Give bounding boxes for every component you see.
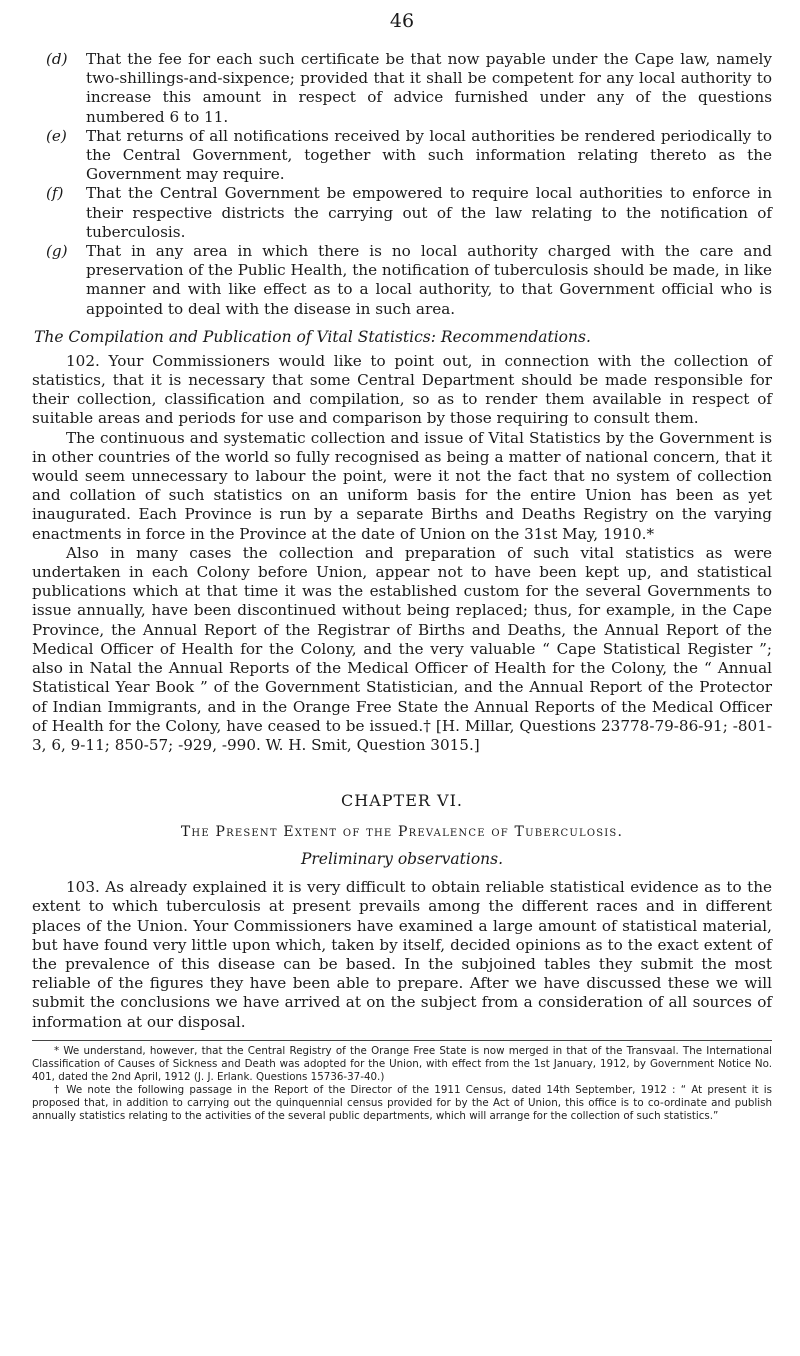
list-marker: (e) — [46, 126, 67, 145]
chapter-title: The Present Extent of the Prevalence of Tuberculosis. — [180, 824, 624, 841]
page-number: 46 — [389, 10, 415, 32]
list-item — [32, 50, 772, 127]
list-item — [32, 184, 772, 242]
list-marker: (g) — [46, 242, 68, 261]
section-heading: The Compilation and Publication of Vital Statistics: Recommendations. — [34, 327, 591, 346]
list-item — [32, 127, 772, 185]
list-marker: (f) — [46, 184, 64, 203]
paragraph: 103. As already explained it is very difficult to obtain reliable statistical evidence as to the extent to which tuberculosis at present prevails among the different races and in different places of the Union. Your Commissioners have examined a large amount of statistical material, but have found very little upon which, taken by itself, decided opinions as to the exact extent of the prevalence of this disease can be based. In the subjoined tables they submit the most reliable of the figures they have been able to prepare. After we have discussed these we will submit the conclusions we have arrived at on the subject from a consideration of all sources of information at our disposal. — [32, 878, 772, 1031]
footnote: † We note the following passage in the Report of the Director of the 1911 Census, dated 14th September, 1912 : “ At present it is proposed that, in addition to carrying out the quinquennial census provided for by the Act of Union, this office is to co-ordinate and publish annually statistics relating to the activities of the several public departments, which will arrange for the collection of such statistics.” — [32, 1083, 772, 1122]
list-marker: (d) — [46, 50, 68, 68]
paragraph: Also in many cases the collection and preparation of such vital statistics as were undertaken in each Colony before Union, appear not to have been kept up, and statistical publications which at that time it was the established custom for the several Governments to issue annually, have been discontinued without being replaced; thus, for example, in the Cape Province, the Annual Report of the Registrar of Births and Deaths, the Annual Report of the Medical Officer of Health for the Colony, and the very valuable “ Cape Statistical Register ”; also in Natal the Annual Reports of the Medical Officer of Health for the Colony, the “ Annual Statistical Year Book ” of the Government Statistician, and the Annual Report of the Protector of Indian Immigrants, and in the Orange Free State the Annual Reports of the Medical Officer of Health for the Colony, have ceased to be issued.† [H. Millar, Questions 23778-79-86-91; -801-3, 6, 9-11; 850-57; -929, -990. W. H. Smit, Question 3015.] — [32, 543, 772, 754]
list-item — [32, 242, 772, 319]
list-text: That the Central Government be empowered to require local authorities to enforce in their respective districts the carrying out of the law relating to the notification of tuberculosis. — [86, 184, 772, 241]
list-text: That the fee for each such certificate be that now payable under the Cape law, namely two-shillings-and-sixpence; provided that it shall be competent for any local authority to increase this amount in respect of advice furnished under any of the questions numbered 6 to 11. — [86, 50, 772, 126]
paragraph: 102. Your Commissioners would like to point out, in connection with the collection of statistics, that it is necessary that some Central Department should be made responsible for their collection, classification and compilation, so as to render them available in respect of suitable areas and periods for use and comparison by those requiring to consult them. — [32, 351, 772, 428]
document-page — [32, 0, 772, 1123]
footnote-divider — [32, 1040, 772, 1041]
list-text: That returns of all notifications received by local authorities be rendered periodically to the Central Government, together with such information relating thereto as the Government may require. — [86, 126, 772, 184]
recommendation-list — [32, 50, 772, 319]
chapter-subtitle: Preliminary observations. — [300, 850, 504, 869]
chapter-number: CHAPTER VI. — [341, 791, 463, 811]
list-text: That in any area in which there is no local authority charged with the care and preservation of the Public Health, the notification of tuberculosis should be made, in like manner and with like effect as to a local authority, to that Government official who is appointed to deal with the disease in such area. — [86, 242, 772, 318]
footnote: * We understand, however, that the Central Registry of the Orange Free State is now merged in that of the Transvaal. The International Classification of Causes of Sickness and Death was adopted for the Union, with effect from the 1st January, 1912, by Government Notice No. 401, dated the 2nd April, 1912 (J. J. Erlank. Questions 15736-37-40.) — [32, 1044, 772, 1083]
paragraph: The continuous and systematic collection and issue of Vital Statistics by the Government is in other countries of the world so fully recognised as being a matter of national concern, that it would seem unnecessary to labour the point, were it not the fact that no system of collection and collation of such statistics on an uniform basis for the entire Union has been as yet inaugurated. Each Province is run by a separate Births and Deaths Registry on the varying enactments in force in the Province at the date of Union on the 31st May, 1910.* — [32, 428, 772, 543]
